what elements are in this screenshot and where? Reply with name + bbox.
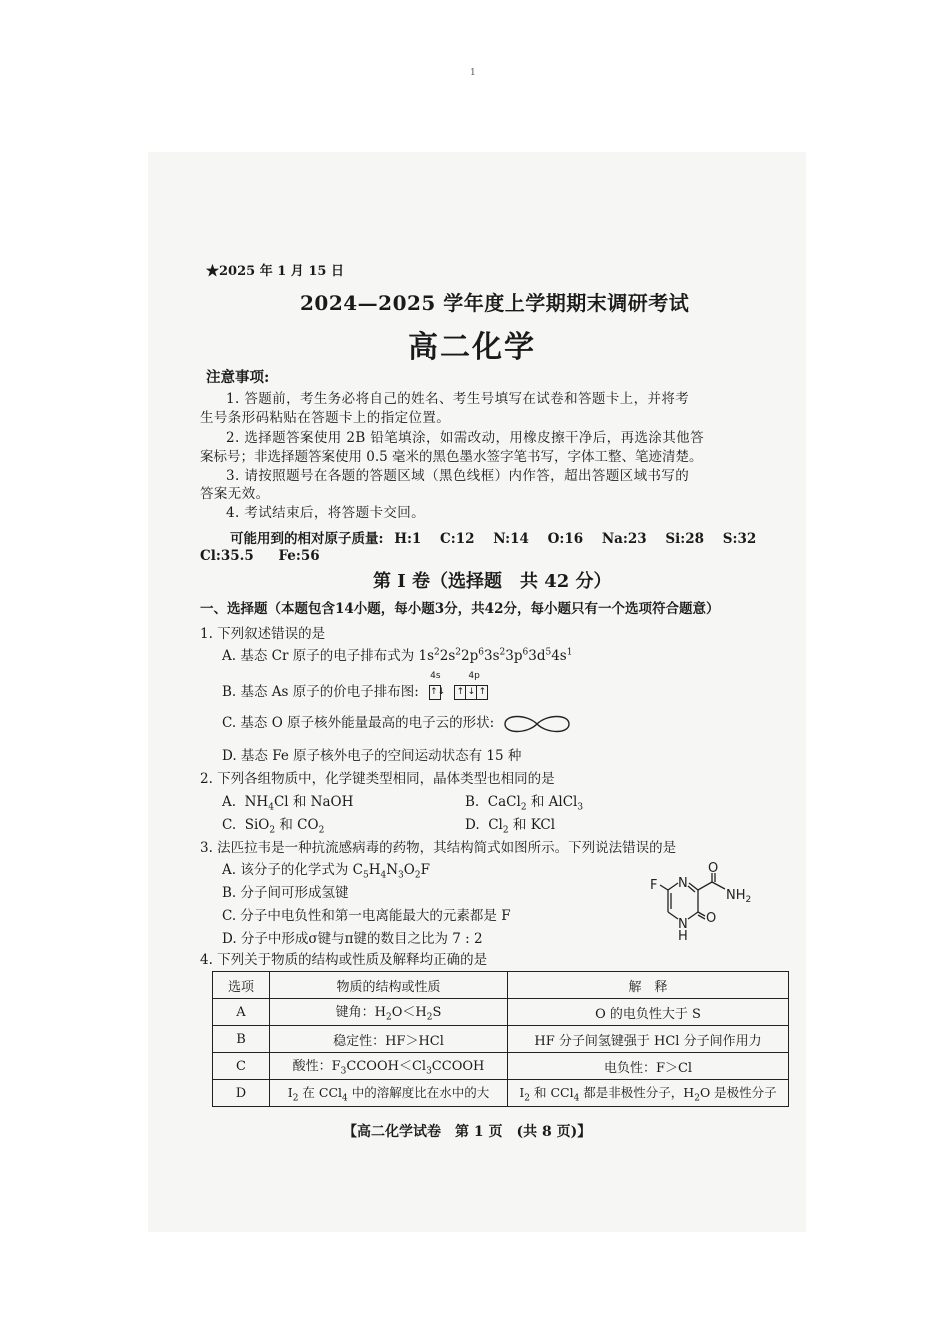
notice-item-1-cont: 生号条形码粘贴在答题卡上的指定位置。 <box>200 410 451 426</box>
mass-fe: Fe:56 <box>278 548 320 564</box>
exam-title: 2024—2025 学年度上学期期末调研考试 <box>300 291 690 315</box>
q1-option-b-text: B. 基态 As 原子的价电子排布图: <box>222 684 419 700</box>
q2-option-b: B. CaCl$_2$ 和 AlCl$_3$ <box>465 794 584 813</box>
mass-s: S:32 <box>722 531 757 547</box>
label-4s: 4s <box>430 671 441 681</box>
notice-item-2-cont: 案标号；非选择题答案使用 0.5 毫米的黑色墨水签字笔书写，字体工整、笔迹清楚。 <box>200 449 703 465</box>
notice-item-3: 3. 请按照题号在各题的答题区域（黑色线框）内作答，超出答题区域书写的 <box>226 468 690 484</box>
row-option: A <box>213 999 270 1026</box>
table-row <box>213 1026 789 1053</box>
header-property: 物质的结构或性质 <box>270 972 508 999</box>
row-option: B <box>213 1026 270 1053</box>
favipiravir-structure <box>640 858 760 942</box>
orbital-4s <box>429 671 446 700</box>
mass-c: C:12 <box>440 531 475 547</box>
q1-stem: 1. 下列叙述错误的是 <box>200 626 326 642</box>
q3-option-b: B. 分子间可形成氢键 <box>222 885 349 901</box>
notice-item-4: 4. 考试结束后，将答题卡交回。 <box>226 505 426 521</box>
row-explanation: $I_2$ 和 CCl$_4$ 都是非极性分子，$H_2O$ 是极性分子 <box>508 1080 789 1107</box>
p-orbital-dumbbell-icon <box>502 713 572 735</box>
mass-si: Si:28 <box>665 531 705 547</box>
page-footer: 【高二化学试卷 第 1 页 (共 8 页)】 <box>343 1124 592 1140</box>
q2-stem: 2. 下列各组物质中，化学键类型相同，晶体类型也相同的是 <box>200 771 555 787</box>
q3-option-d: D. 分子中形成σ键与π键的数目之比为 7 : 2 <box>222 931 483 947</box>
q2-option-a: A. $NH_4Cl$ 和 NaOH <box>222 794 354 813</box>
orbital-4p <box>454 671 487 700</box>
q4-stem: 4. 下列关于物质的结构或性质及解释均正确的是 <box>200 952 488 968</box>
exam-date: ★2025 年 1 月 15 日 <box>206 264 344 279</box>
atomic-mass-line <box>230 527 756 547</box>
q1-option-c <box>222 711 572 735</box>
mass-n: N:14 <box>493 531 529 547</box>
atom-o: O <box>706 911 717 926</box>
q2-option-d: D. $Cl_2$ 和 KCl <box>465 817 556 836</box>
table-row <box>213 999 789 1026</box>
label-4p: 4p <box>468 671 480 681</box>
mass-o: O:16 <box>547 531 584 547</box>
row-explanation: O 的电负性大于 S <box>508 999 789 1026</box>
group-nh2: $NH_2$ <box>726 888 752 905</box>
notice-heading: 注意事项: <box>206 369 270 386</box>
header-explanation: 解 释 <box>508 972 789 999</box>
q1-option-a: A. 基态 Cr 原子的电子排布式为 $1s^22s^22p^63s^23p^63d^54s^1$ <box>222 647 573 664</box>
orbital-box: ↑ <box>454 685 466 700</box>
atomic-mass-line-2 <box>200 548 320 564</box>
table-row <box>213 1080 789 1107</box>
atom-n: N <box>678 876 688 891</box>
notice-item-2: 2. 选择题答案使用 2B 铅笔填涂，如需改动，用橡皮擦干净后，再选涂其他答 <box>226 430 704 446</box>
row-option: D <box>213 1080 270 1107</box>
notice-item-1: 1. 答题前，考生务必将自己的姓名、考生号填写在试卷和答题卡上，并将考 <box>226 391 690 407</box>
header-option: 选项 <box>213 972 270 999</box>
q2-option-c: C. SiO$_2$ 和 $CO_2$ <box>222 817 325 836</box>
q1-option-a-text: A. 基态 Cr 原子的电子排布式为 <box>222 648 419 664</box>
atom-f: F <box>650 878 658 893</box>
q1-option-c-text: C. 基态 O 原子核外能量最高的电子云的形状: <box>222 715 495 731</box>
section-title: 第 I 卷（选择题 共 42 分） <box>373 571 612 592</box>
orbital-box: ↑↓ <box>429 685 441 700</box>
table-row <box>213 1053 789 1080</box>
mass-na: Na:23 <box>601 531 647 547</box>
mass-cl: Cl:35.5 <box>200 548 254 564</box>
q3-option-c: C. 分子中电负性和第一电离能最大的元素都是 F <box>222 908 511 924</box>
orbital-box: ↑ <box>476 685 488 700</box>
part-title: 一、选择题（本题包含14小题，每小题3分，共42分，每小题只有一个选项符合题意） <box>200 601 720 617</box>
page-number: 1 <box>470 68 476 78</box>
atom-n: N <box>678 917 688 932</box>
row-property: 酸性：$F_3CCOOH<Cl_3CCOOH$ <box>270 1053 508 1080</box>
q1-option-d: D. 基态 Fe 原子核外电子的空间运动状态有 15 种 <box>222 748 522 764</box>
atomic-mass-label: 可能用到的相对原子质量: <box>230 531 384 547</box>
mass-h: H:1 <box>394 531 422 547</box>
row-explanation: HF 分子间氢键强于 HCl 分子间作用力 <box>508 1026 789 1053</box>
q3-option-a: A. 该分子的化学式为 $C_5H_4N_3O_2F$ <box>222 862 430 881</box>
row-explanation: 电负性：F＞Cl <box>508 1053 789 1080</box>
q1-option-b <box>222 671 487 700</box>
q3-stem: 3. 法匹拉韦是一种抗流感病毒的药物，其结构简式如图所示。下列说法错误的是 <box>200 840 677 856</box>
row-option: C <box>213 1053 270 1080</box>
subject-title: 高二化学 <box>408 330 536 365</box>
table-header-row <box>213 972 789 999</box>
row-property: $I_2$ 在 CCl$_4$ 中的溶解度比在水中的大 <box>270 1080 508 1107</box>
q4-table <box>212 971 789 1107</box>
atom-o: O <box>708 861 719 876</box>
notice-item-3-cont: 答案无效。 <box>200 486 270 502</box>
row-property: 键角：$H_2O<H_2S$ <box>270 999 508 1026</box>
orbital-box: ↓ <box>465 685 477 700</box>
row-property: 稳定性：HF＞HCl <box>270 1026 508 1053</box>
atom-h: H <box>678 929 688 942</box>
